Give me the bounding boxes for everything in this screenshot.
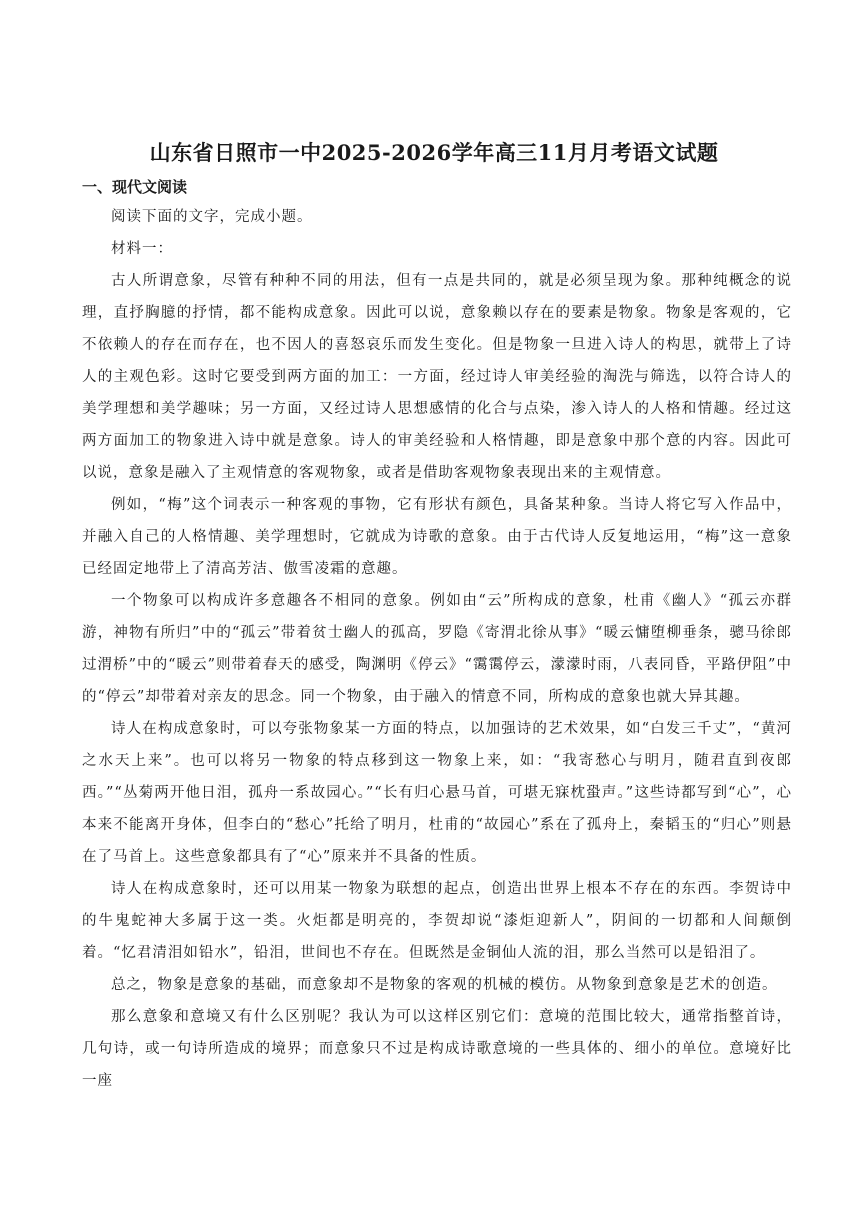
body-paragraph: 诗人在构成意象时，还可以用某一物象为联想的起点，创造出世界上根本不存在的东西。李贺诗中的牛鬼蛇神大多属于这一类。火炬都是明亮的，李贺却说“漆炬迎新人”，阴间的一切都和人间颠倒着。“忆君清泪如铅水”，铅泪，世间也不存在。但既然是金铜仙人流的泪，那么当然可以是铅泪了。 bbox=[82, 881, 792, 961]
page-title: 山东省日照市一中2025-2026学年高三11月月考语文试题 bbox=[149, 140, 719, 165]
document-body bbox=[82, 201, 792, 1097]
body-paragraph: 古人所谓意象，尽管有种种不同的用法，但有一点是共同的，就是必须呈现为象。那种纯概念的说理，直抒胸臆的抒情，都不能构成意象。因此可以说，意象赖以存在的要素是物象。物象是客观的，它不依赖人的存在而存在，也不因人的喜怒哀乐而发生变化。但是物象一旦进入诗人的构思，就带上了诗人的主观色彩。这时它要受到两方面的加工：一方面，经过诗人审美经验的淘洗与筛选，以符合诗人的美学理想和美学趣味；另一方面，又经过诗人思想感情的化合与点染，渗入诗人的人格和情趣。经过这两方面加工的物象进入诗中就是意象。诗人的审美经验和人格情趣，即是意象中那个意的内容。因此可以说，意象是融入了主观情意的客观物象，或者是借助客观物象表现出来的主观情意。 bbox=[82, 273, 792, 481]
section-heading: 一、现代文阅读 bbox=[82, 178, 188, 196]
body-paragraph: 例如，“梅”这个词表示一种客观的事物，它有形状有颜色，具备某种象。当诗人将它写入作品中，并融入自己的人格情趣、美学理想时，它就成为诗歌的意象。由于古代诗人反复地运用，“梅”这一意象已经固定地带上了清高芳洁、傲雪凌霜的意趣。 bbox=[82, 497, 792, 577]
body-paragraph: 总之，物象是意象的基础，而意象却不是物象的客观的机械的模仿。从物象到意象是艺术的创造。 bbox=[111, 977, 778, 993]
instruction-paragraph: 阅读下面的文字，完成小题。 bbox=[111, 209, 313, 225]
body-paragraph: 诗人在构成意象时，可以夸张物象某一方面的特点，以加强诗的艺术效果，如“白发三千丈”，“黄河之水天上来”。也可以将另一物象的特点移到这一物象上来，如：“我寄愁心与明月，随君直到夜郎西。”“丛菊两开他日泪，孤舟一系故园心。”“长有归心悬马首，可堪无寐枕蛩声。”这些诗都写到“心”，心本来不能离开身体，但李白的“愁心”托给了明月，杜甫的“故园心”系在了孤舟上，秦韬玉的“归心”则悬在了马首上。这些意象都具有了“心”原来并不具备的性质。 bbox=[82, 721, 792, 865]
body-paragraph: 一个物象可以构成许多意趣各不相同的意象。例如由“云”所构成的意象，杜甫《幽人》“孤云亦群游，神物有所归”中的“孤云”带着贫士幽人的孤高，罗隐《寄渭北徐从事》“暖云慵堕柳垂条，骢马徐郎过渭桥”中的“暖云”则带着春天的感受，陶渊明《停云》“霭霭停云，濛濛时雨，八表同昏，平路伊阻”中的“停云”却带着对亲友的思念。同一个物象，由于融入的情意不同，所构成的意象也就大异其趣。 bbox=[82, 593, 792, 705]
body-paragraph: 那么意象和意境又有什么区别呢？我认为可以这样区别它们：意境的范围比较大，通常指整首诗，几句诗，或一句诗所造成的境界；而意象只不过是构成诗歌意境的一些具体的、细小的单位。意境好比一座 bbox=[82, 1009, 792, 1089]
material-label: 材料一： bbox=[111, 241, 173, 257]
